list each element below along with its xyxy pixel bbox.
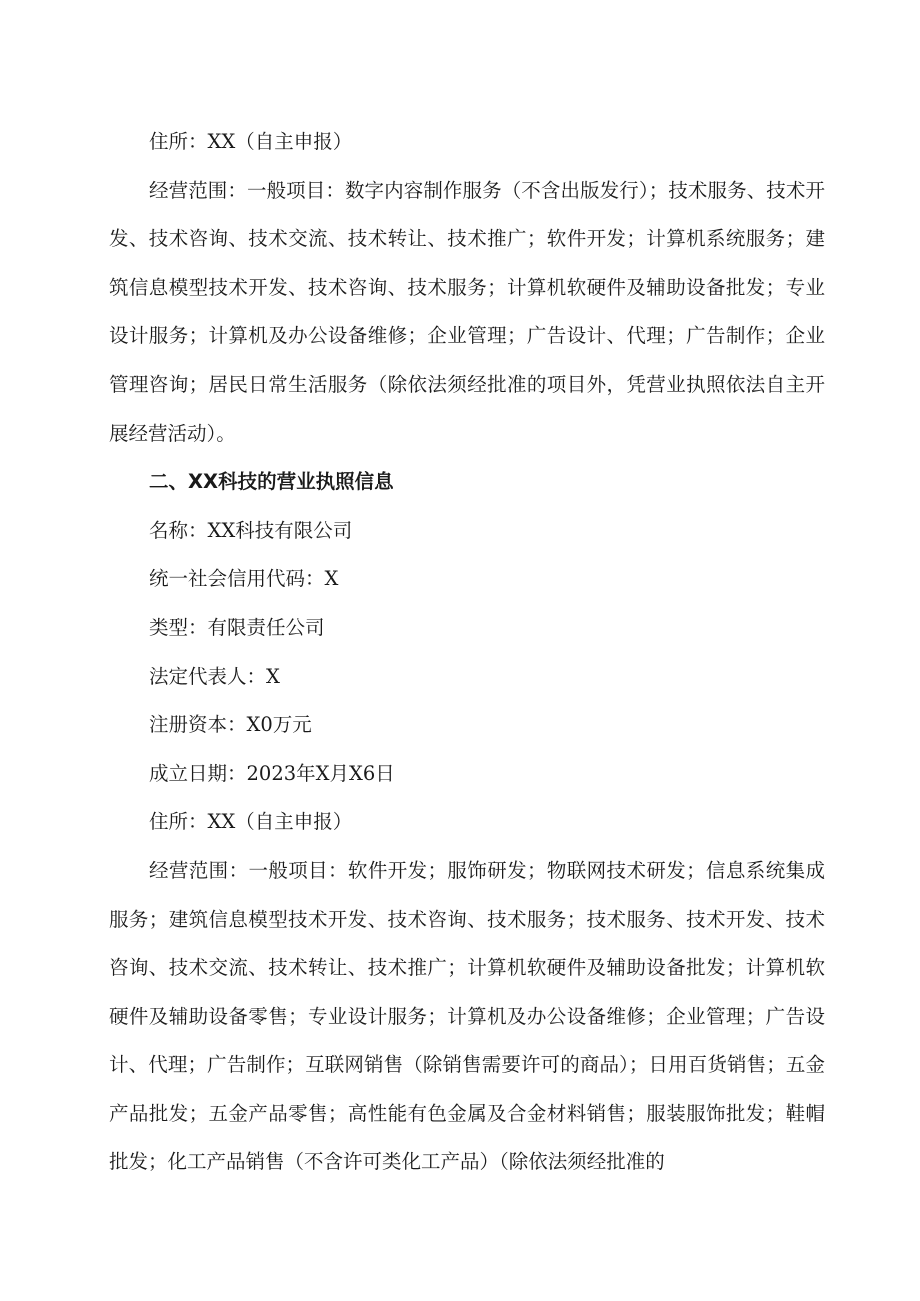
founded-date: 成立日期：2023年X月X6日 [149,761,395,785]
credit-code: 统一社会信用代码：X [149,567,339,591]
section-heading: 二、XX科技的营业执照信息 [149,470,394,494]
document-page [109,118,825,1187]
address-paragraph: 住所：XX（自主申报） [149,130,353,153]
business-scope-paragraph: 经营范围：一般项目：数字内容制作服务（不含出版发行）；技术服务、技术开发、技术咨询、技术交流、技术转让、技术推广；软件开发；计算机系统服务；建筑信息模型技术开发、技术咨询、技术服务；计算机软硬件及辅助设备批发；专业设计服务；计算机及办公设备维修；企业管理；广告设计、代理；广告制作；企业管理咨询；居民日常生活服务（除依法须经批准的项目外，凭营业执照依法自主开展经营活动）。 [109,178,825,445]
company-type: 类型：有限责任公司 [149,615,325,639]
company-name: 名称：XX科技有限公司 [149,518,353,542]
business-scope-paragraph-2: 经营范围：一般项目：软件开发；服饰研发；物联网技术研发；信息系统集成服务；建筑信息模型技术开发、技术咨询、技术服务；技术服务、技术开发、技术咨询、技术交流、技术转让、技术推广；计算机软硬件及辅助设备批发；计算机软硬件及辅助设备零售；专业设计服务；计算机及办公设备维修；企业管理；广告设计、代理；广告制作；互联网销售（除销售需要许可的商品）；日用百货销售；五金产品批发；五金产品零售；高性能有色金属及合金材料销售；服装服饰批发；鞋帽批发；化工产品销售（不含许可类化工产品）（除依法须经批准的 [109,858,825,1174]
legal-representative: 法定代表人：X [149,664,280,688]
address-paragraph-2: 住所：XX（自主申报） [149,810,353,834]
registered-capital: 注册资本：X0万元 [149,713,312,737]
